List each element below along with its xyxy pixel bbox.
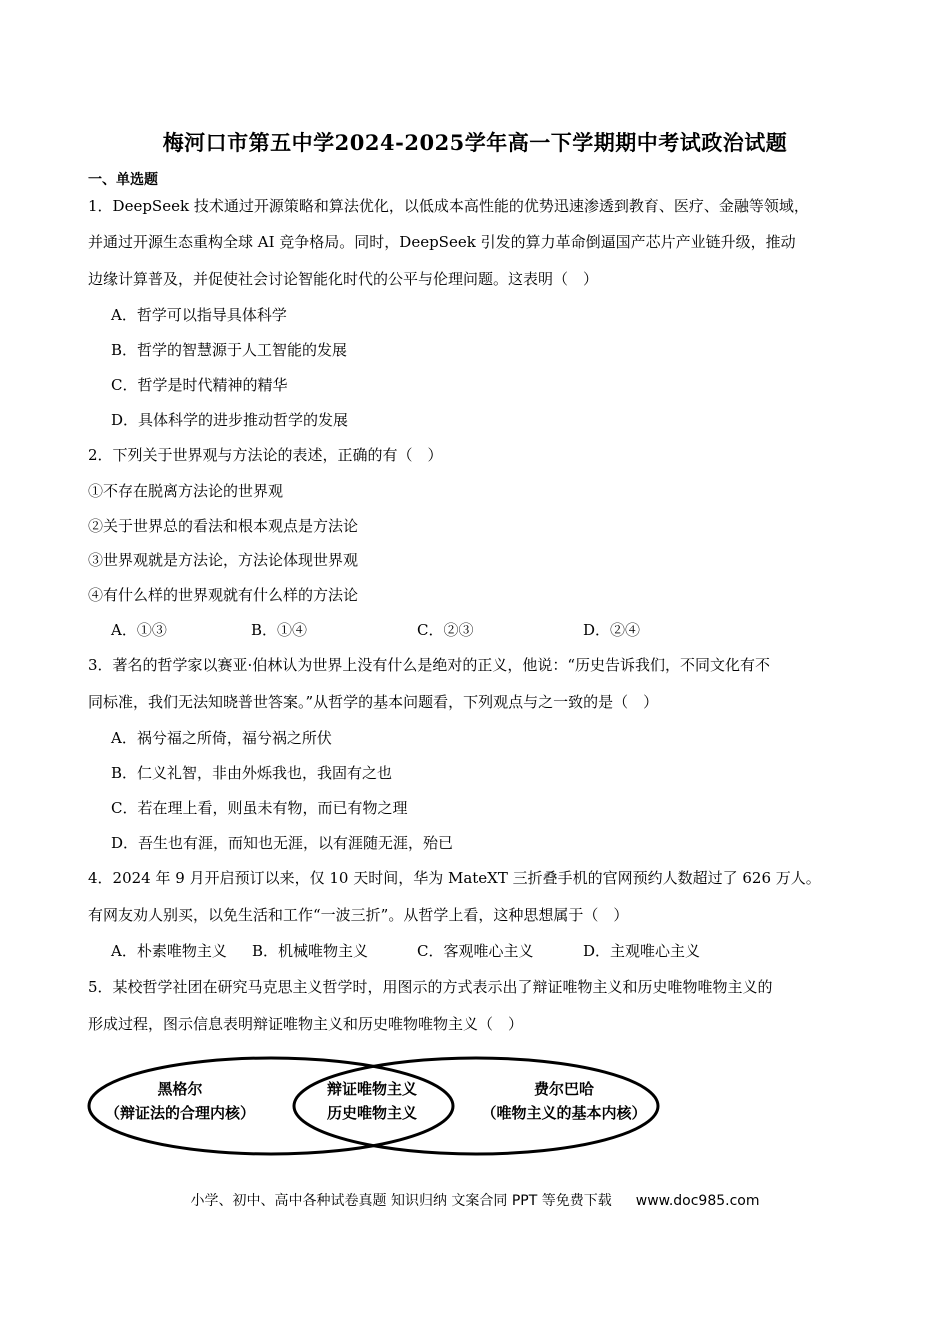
footer-site-link[interactable]: www.doc985.com (635, 1193, 760, 1209)
question-2-option-c: C．②③ (417, 621, 474, 639)
venn-diagram (86, 1054, 666, 1166)
venn-right-label-2: （唯物主义的基本内核） (481, 1104, 647, 1122)
question-5-line-1: 5．某校哲学社团在研究马克思主义哲学时，用图示的方式表示出了辩证唯物主义和历史唯物唯物主义的 (88, 978, 773, 996)
question-1-option-d: D．具体科学的进步推动哲学的发展 (111, 411, 349, 429)
page-title: 梅河口市第五中学2024-2025学年高一下学期期中考试政治试题 (162, 130, 788, 155)
question-2-statement-1: ①不存在脱离方法论的世界观 (88, 482, 284, 500)
venn-center-label-1: 辩证唯物主义 (326, 1080, 418, 1098)
question-4-option-d: D．主观唯心主义 (583, 942, 701, 960)
question-3-line-2: 同标准，我们无法知晓普世答案。”从哲学的基本问题看，下列观点与之一致的是（ ） (88, 693, 659, 711)
venn-left-label-1: 黑格尔 (157, 1080, 203, 1098)
venn-center-label-2: 历史唯物主义 (326, 1104, 418, 1122)
question-3-option-b: B．仁义礼智，非由外烁我也，我固有之也 (111, 764, 393, 782)
question-2-statement-2: ②关于世界总的看法和根本观点是方法论 (88, 517, 359, 535)
question-4-line-1: 4．2024 年 9 月开启预订以来，仅 10 天时间，华为 MateXT 三折叠手机的官网预约人数超过了 626 万人。 (88, 869, 821, 887)
question-3-option-c: C．若在理上看，则虽未有物，而已有物之理 (111, 799, 408, 817)
question-2-option-b: B．①④ (251, 621, 308, 639)
question-1-option-b: B．哲学的智慧源于人工智能的发展 (111, 341, 348, 359)
venn-left-label-2: （辩证法的合理内核） (104, 1104, 256, 1122)
question-4-line-2: 有网友劝人别买，以免生活和工作“一波三折”。从哲学上看，这种思想属于（ ） (88, 906, 629, 924)
question-2-option-d: D．②④ (583, 621, 641, 639)
question-1-line-3: 边缘计算普及，并促使社会讨论智能化时代的公平与伦理问题。这表明（ ） (88, 270, 599, 288)
section-heading: 一、单选题 (88, 172, 158, 188)
page-footer (0, 1190, 950, 1210)
question-3-line-1: 3．著名的哲学家以赛亚·伯林认为世界上没有什么是绝对的正义，他说：“历史告诉我们，不同文化有不 (88, 656, 770, 674)
question-1-line-1: 1．DeepSeek 技术通过开源策略和算法优化，以低成本高性能的优势迅速渗透到教育、医疗、金融等领域， (88, 197, 809, 215)
question-2-option-a: A．①③ (111, 621, 167, 639)
question-1-line-2: 并通过开源生态重构全球 AI 竞争格局。同时，DeepSeek 引发的算力革命倒逼国产芯片产业链升级，推动 (88, 233, 796, 251)
question-1-option-a: A．哲学可以指导具体科学 (111, 306, 287, 324)
question-5-line-2: 形成过程，图示信息表明辩证唯物主义和历史唯物唯物主义（ ） (88, 1015, 524, 1033)
question-2-statement-3: ③世界观就是方法论，方法论体现世界观 (88, 551, 359, 569)
question-3-option-d: D．吾生也有涯，而知也无涯，以有涯随无涯，殆已 (111, 834, 454, 852)
question-4-option-a: A．朴素唯物主义 (111, 942, 227, 960)
question-2-statement-4: ④有什么样的世界观就有什么样的方法论 (88, 586, 359, 604)
footer-text: 小学、初中、高中各种试卷真题 知识归纳 文案合同 PPT 等免费下载 (190, 1193, 612, 1209)
question-1-option-c: C．哲学是时代精神的精华 (111, 376, 288, 394)
venn-right-label-1: 费尔巴哈 (533, 1080, 595, 1098)
question-3-option-a: A．祸兮福之所倚，福兮祸之所伏 (111, 729, 332, 747)
question-4-option-b: B．机械唯物主义 (252, 942, 369, 960)
question-2-line-1: 2．下列关于世界观与方法论的表述，正确的有（ ） (88, 446, 443, 464)
question-4-option-c: C．客观唯心主义 (417, 942, 534, 960)
